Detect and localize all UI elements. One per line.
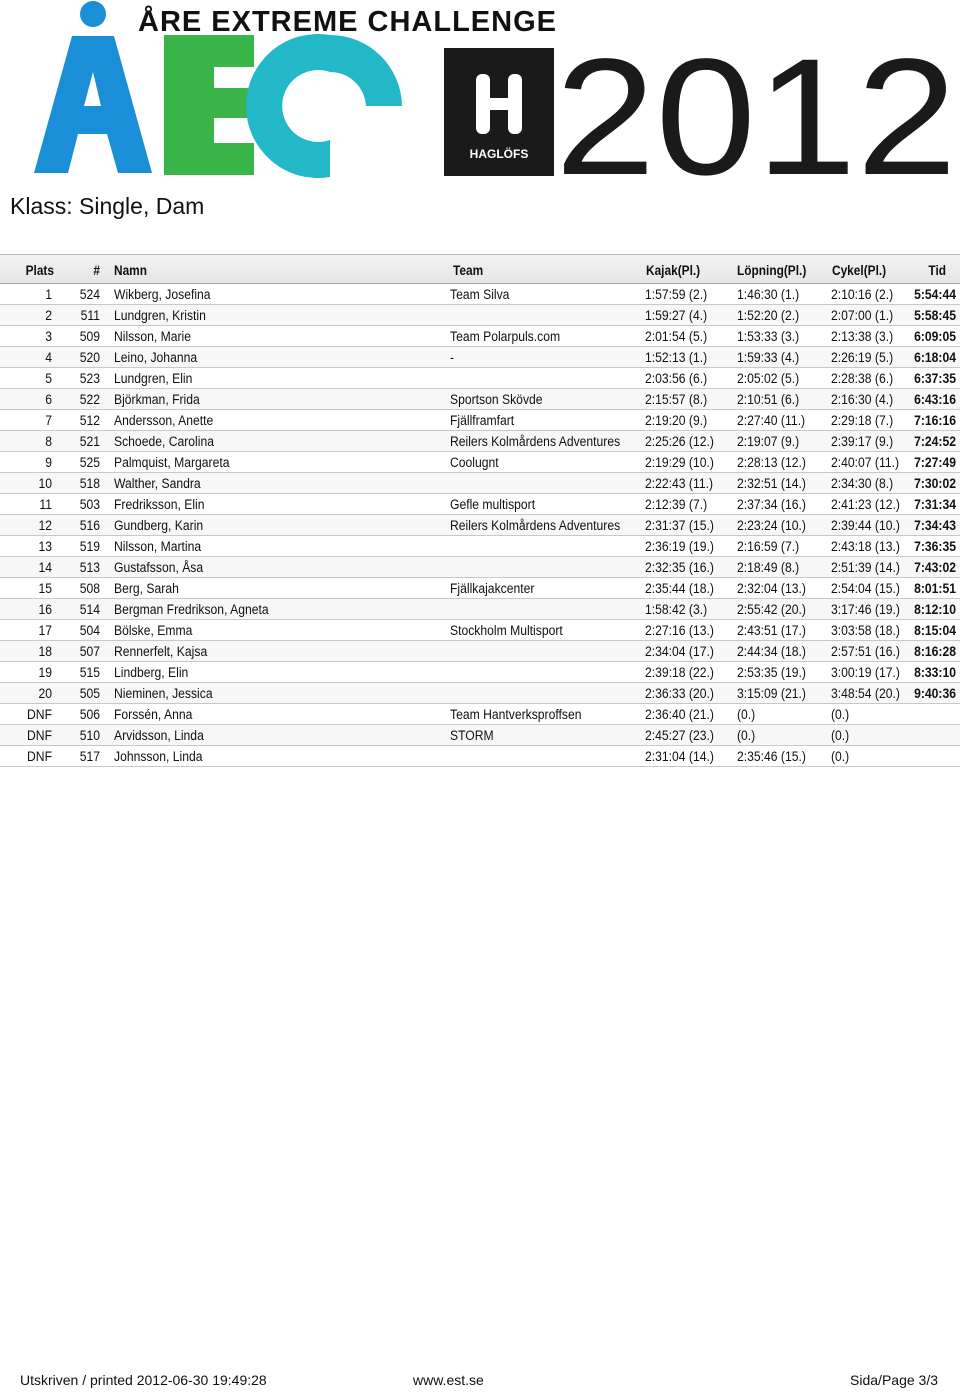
cell-lopning: 2:43:51 (17.): [737, 623, 806, 638]
cell-tid: 7:43:02: [914, 560, 956, 575]
cell-number: 514: [79, 602, 100, 617]
cell-kajak: 2:03:56 (6.): [645, 371, 708, 386]
cell-kajak: 2:12:39 (7.): [645, 497, 708, 512]
cell-lopning: 3:15:09 (21.): [737, 686, 806, 701]
cell-name: Walther, Sandra: [114, 476, 201, 491]
cell-tid: 7:36:35: [914, 539, 956, 554]
cell-name: Lindberg, Elin: [114, 665, 189, 680]
website-link[interactable]: www.est.se: [413, 1372, 484, 1388]
cell-team: Fjällkajakcenter: [450, 581, 535, 596]
table-row: [0, 662, 960, 683]
header-plats: Plats: [25, 263, 54, 278]
cell-tid: 8:01:51: [914, 581, 956, 596]
cell-name: Berg, Sarah: [114, 581, 179, 596]
cell-cykel: 2:39:44 (10.): [831, 518, 900, 533]
cell-tid: 5:54:44: [914, 287, 956, 302]
cell-plats: 8: [45, 434, 52, 449]
cell-name: Lundgren, Kristin: [114, 308, 206, 323]
cell-number: 517: [79, 749, 100, 764]
cell-kajak: 2:39:18 (22.): [645, 665, 714, 680]
cell-kajak: 2:01:54 (5.): [645, 329, 708, 344]
header-tid: Tid: [928, 263, 946, 278]
cell-cykel: 2:57:51 (16.): [831, 644, 900, 659]
cell-cykel: 3:48:54 (20.): [831, 686, 900, 701]
table-row: [0, 578, 960, 599]
header-lopning: Löpning(Pl.): [737, 263, 807, 278]
cell-plats: 16: [38, 602, 52, 617]
header-number: #: [93, 263, 100, 278]
page-number: Sida/Page 3/3: [850, 1372, 938, 1388]
cell-name: Bölske, Emma: [114, 623, 193, 638]
event-header: [0, 0, 960, 185]
cell-cykel: 2:26:19 (5.): [831, 350, 894, 365]
cell-plats: 18: [38, 644, 52, 659]
cell-number: 513: [79, 560, 100, 575]
cell-number: 519: [79, 539, 100, 554]
cell-name: Nieminen, Jessica: [114, 686, 213, 701]
cell-lopning: 2:23:24 (10.): [737, 518, 806, 533]
cell-number: 505: [79, 686, 100, 701]
cell-name: Nilsson, Marie: [114, 329, 191, 344]
cell-number: 507: [79, 644, 100, 659]
cell-lopning: 2:05:02 (5.): [737, 371, 800, 386]
cell-number: 521: [79, 434, 100, 449]
cell-kajak: 2:25:26 (12.): [645, 434, 714, 449]
cell-team: STORM: [450, 728, 494, 743]
cell-name: Forssén, Anna: [114, 707, 193, 722]
cell-team: Sportson Skövde: [450, 392, 543, 407]
cell-team: Coolugnt: [450, 455, 499, 470]
cell-plats: 1: [45, 287, 52, 302]
table-row: [0, 746, 960, 767]
cell-plats: DNF: [27, 749, 52, 764]
cell-lopning: 2:32:51 (14.): [737, 476, 806, 491]
cell-cykel: 2:39:17 (9.): [831, 434, 894, 449]
cell-cykel: (0.): [831, 728, 850, 743]
header-kajak: Kajak(Pl.): [646, 263, 701, 278]
table-row: [0, 641, 960, 662]
table-row: [0, 347, 960, 368]
table-row: [0, 326, 960, 347]
cell-lopning: (0.): [737, 728, 756, 743]
cell-number: 506: [79, 707, 100, 722]
cell-lopning: 2:16:59 (7.): [737, 539, 800, 554]
cell-lopning: 2:27:40 (11.): [737, 413, 806, 428]
cell-number: 504: [79, 623, 100, 638]
cell-number: 508: [79, 581, 100, 596]
sponsor-name: HAGLÖFS: [469, 147, 529, 161]
cell-kajak: 1:58:42 (3.): [645, 602, 708, 617]
table-row: [0, 683, 960, 704]
table-row: [0, 704, 960, 725]
cell-plats: DNF: [27, 728, 52, 743]
table-row: [0, 515, 960, 536]
cell-cykel: 2:29:18 (7.): [831, 413, 894, 428]
cell-name: Nilsson, Martina: [114, 539, 202, 554]
cell-kajak: 2:31:04 (14.): [645, 749, 714, 764]
table-row: [0, 389, 960, 410]
cell-lopning: 2:18:49 (8.): [737, 560, 800, 575]
cell-lopning: 1:52:20 (2.): [737, 308, 800, 323]
cell-plats: 5: [45, 371, 52, 386]
cell-plats: 7: [45, 413, 52, 428]
cell-plats: DNF: [27, 707, 52, 722]
cell-team: Reilers Kolmårdens Adventures: [450, 434, 621, 449]
cell-plats: 11: [39, 497, 52, 512]
cell-team: Reilers Kolmårdens Adventures: [450, 518, 621, 533]
event-brand-text: ÅRE EXTREME CHALLENGE: [138, 6, 557, 38]
event-year: 2012: [555, 25, 957, 185]
cell-plats: 2: [45, 308, 52, 323]
cell-tid: 9:40:36: [914, 686, 956, 701]
cell-kajak: 2:36:33 (20.): [645, 686, 714, 701]
table-row: [0, 368, 960, 389]
cell-name: Andersson, Anette: [114, 413, 214, 428]
cell-plats: 17: [38, 623, 52, 638]
cell-tid: 6:43:16: [914, 392, 956, 407]
cell-cykel: 3:03:58 (18.): [831, 623, 900, 638]
cell-tid: 7:30:02: [914, 476, 956, 491]
cell-plats: 13: [38, 539, 52, 554]
cell-cykel: (0.): [831, 749, 850, 764]
cell-name: Björkman, Frida: [114, 392, 200, 407]
cell-tid: 5:58:45: [914, 308, 956, 323]
cell-name: Gustafsson, Åsa: [114, 560, 204, 575]
header-cykel: Cykel(Pl.): [832, 263, 887, 278]
cell-kajak: 2:19:29 (10.): [645, 455, 714, 470]
cell-kajak: 2:19:20 (9.): [645, 413, 708, 428]
cell-number: 510: [79, 728, 100, 743]
cell-cykel: 3:00:19 (17.): [831, 665, 900, 680]
cell-team: Team Polarpuls.com: [450, 329, 561, 344]
cell-kajak: 1:52:13 (1.): [645, 350, 708, 365]
cell-kajak: 1:57:59 (2.): [645, 287, 708, 302]
cell-kajak: 2:34:04 (17.): [645, 644, 714, 659]
table-body: [0, 284, 960, 767]
cell-tid: 7:27:49: [914, 455, 956, 470]
cell-team: Team Silva: [450, 287, 510, 302]
cell-number: 520: [79, 350, 100, 365]
cell-name: Schoede, Carolina: [114, 434, 214, 449]
cell-tid: 7:34:43: [914, 518, 956, 533]
table-header: [0, 254, 960, 284]
cell-tid: 6:09:05: [914, 329, 956, 344]
cell-number: 509: [79, 329, 100, 344]
cell-tid: 8:33:10: [914, 665, 956, 680]
cell-lopning: 2:32:04 (13.): [737, 581, 806, 596]
cell-name: Johnsson, Linda: [114, 749, 203, 764]
cell-lopning: 2:44:34 (18.): [737, 644, 806, 659]
cell-number: 512: [79, 413, 100, 428]
cell-name: Bergman Fredrikson, Agneta: [114, 602, 269, 617]
cell-kajak: 2:36:40 (21.): [645, 707, 714, 722]
cell-kajak: 2:32:35 (16.): [645, 560, 714, 575]
cell-number: 516: [79, 518, 100, 533]
cell-lopning: 1:59:33 (4.): [737, 350, 800, 365]
cell-kajak: 2:15:57 (8.): [645, 392, 708, 407]
cell-cykel: 2:07:00 (1.): [831, 308, 894, 323]
cell-lopning: (0.): [737, 707, 756, 722]
cell-plats: 9: [45, 455, 52, 470]
cell-tid: 7:24:52: [914, 434, 956, 449]
table-row: [0, 473, 960, 494]
table-row: [0, 725, 960, 746]
cell-plats: 4: [45, 350, 52, 365]
cell-cykel: 2:10:16 (2.): [831, 287, 894, 302]
cell-lopning: 1:46:30 (1.): [737, 287, 800, 302]
cell-number: 522: [79, 392, 100, 407]
cell-kajak: 1:59:27 (4.): [645, 308, 708, 323]
cell-number: 511: [80, 308, 100, 323]
cell-plats: 12: [38, 518, 52, 533]
cell-cykel: 2:13:38 (3.): [831, 329, 894, 344]
table-row: [0, 494, 960, 515]
cell-cykel: 2:34:30 (8.): [831, 476, 894, 491]
table-row: [0, 452, 960, 473]
cell-team: Team Hantverksproffsen: [450, 707, 582, 722]
cell-plats: 15: [38, 581, 52, 596]
printed-timestamp: Utskriven / printed 2012-06-30 19:49:28: [20, 1372, 267, 1388]
cell-lopning: 2:37:34 (16.): [737, 497, 806, 512]
table-row: [0, 305, 960, 326]
table-row: [0, 536, 960, 557]
cell-kajak: 2:31:37 (15.): [645, 518, 714, 533]
cell-cykel: 2:43:18 (13.): [831, 539, 900, 554]
table-row: [0, 284, 960, 305]
cell-number: 523: [79, 371, 100, 386]
cell-name: Wikberg, Josefina: [114, 287, 211, 302]
cell-cykel: 3:17:46 (19.): [831, 602, 900, 617]
cell-lopning: 2:53:35 (19.): [737, 665, 806, 680]
cell-lopning: 2:55:42 (20.): [737, 602, 806, 617]
class-title: Klass: Single, Dam: [10, 193, 205, 219]
cell-lopning: 2:35:46 (15.): [737, 749, 806, 764]
cell-number: 503: [79, 497, 100, 512]
cell-tid: 7:31:34: [914, 497, 956, 512]
cell-number: 525: [79, 455, 100, 470]
cell-kajak: 2:22:43 (11.): [645, 476, 714, 491]
cell-plats: 14: [38, 560, 52, 575]
cell-cykel: 2:16:30 (4.): [831, 392, 894, 407]
cell-name: Fredriksson, Elin: [114, 497, 205, 512]
cell-lopning: 2:10:51 (6.): [737, 392, 800, 407]
cell-plats: 6: [45, 392, 52, 407]
cell-cykel: 2:40:07 (11.): [831, 455, 900, 470]
cell-tid: 8:15:04: [914, 623, 956, 638]
cell-lopning: 2:28:13 (12.): [737, 455, 806, 470]
table-row: [0, 431, 960, 452]
cell-name: Lundgren, Elin: [114, 371, 193, 386]
cell-number: 518: [79, 476, 100, 491]
cell-name: Leino, Johanna: [114, 350, 198, 365]
results-table: [0, 254, 960, 767]
cell-plats: 10: [38, 476, 52, 491]
cell-cykel: 2:41:23 (12.): [831, 497, 900, 512]
cell-tid: 8:12:10: [914, 602, 956, 617]
cell-cykel: (0.): [831, 707, 850, 722]
cell-kajak: 2:27:16 (13.): [645, 623, 714, 638]
cell-name: Palmquist, Margareta: [114, 455, 230, 470]
cell-number: 524: [79, 287, 100, 302]
cell-kajak: 2:35:44 (18.): [645, 581, 714, 596]
header-name: Namn: [114, 263, 148, 278]
cell-number: 515: [79, 665, 100, 680]
header-team: Team: [453, 263, 484, 278]
cell-tid: 8:16:28: [914, 644, 956, 659]
cell-tid: 6:18:04: [914, 350, 956, 365]
cell-kajak: 2:36:19 (19.): [645, 539, 714, 554]
cell-plats: 3: [45, 329, 52, 344]
cell-team: Fjällframfart: [450, 413, 515, 428]
cell-name: Arvidsson, Linda: [114, 728, 204, 743]
cell-lopning: 2:19:07 (9.): [737, 434, 800, 449]
cell-kajak: 2:45:27 (23.): [645, 728, 714, 743]
table-row: [0, 620, 960, 641]
cell-cykel: 2:51:39 (14.): [831, 560, 900, 575]
cell-name: Rennerfelt, Kajsa: [114, 644, 208, 659]
cell-team: Stockholm Multisport: [450, 623, 563, 638]
cell-team: Gefle multisport: [450, 497, 536, 512]
table-row: [0, 557, 960, 578]
cell-team: -: [450, 350, 455, 365]
cell-name: Gundberg, Karin: [114, 518, 204, 533]
table-row: [0, 599, 960, 620]
cell-plats: 20: [38, 686, 52, 701]
cell-lopning: 1:53:33 (3.): [737, 329, 800, 344]
table-row: [0, 410, 960, 431]
cell-cykel: 2:54:04 (15.): [831, 581, 900, 596]
cell-plats: 19: [38, 665, 52, 680]
cell-tid: 7:16:16: [914, 413, 956, 428]
cell-tid: 6:37:35: [914, 371, 956, 386]
cell-cykel: 2:28:38 (6.): [831, 371, 894, 386]
